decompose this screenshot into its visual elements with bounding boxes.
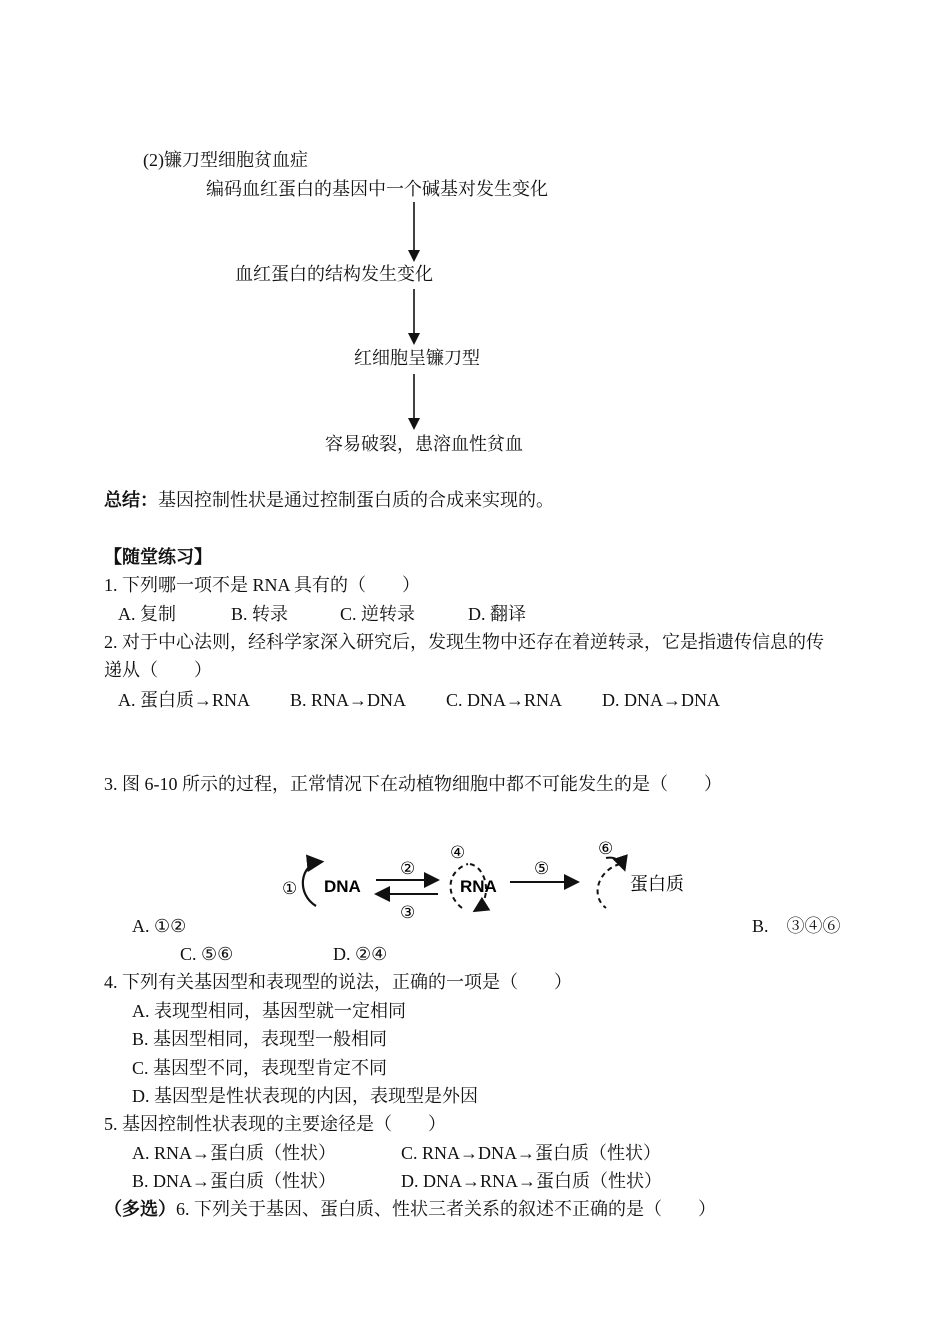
summary-text: 基因控制性状是通过控制蛋白质的合成来实现的。 [158,490,554,510]
q5-option-c: C. RNA→DNA→蛋白质（性状） [401,1143,662,1163]
q1-stem: 1. 下列哪一项不是 RNA 具有的（ ） [104,575,421,595]
flow-arrow-1 [404,200,424,264]
q6-stem: 6. 下列关于基因、蛋白质、性状三者关系的叙述不正确的是（ ） [176,1199,716,1219]
q4-option-a: A. 表现型相同，基因型就一定相同 [132,1001,406,1021]
q3-stem: 3. 图 6-10 所示的过程，正常情况下在动植物细胞中都不可能发生的是（ ） [104,774,722,794]
flow-step-2: 血红蛋白的结构发生变化 [235,264,433,284]
flow-step-4: 容易破裂，患溶血性贫血 [325,434,523,454]
q2-option-a: A. 蛋白质→RNA [118,690,251,710]
q5-option-d: D. DNA→RNA→蛋白质（性状） [401,1171,662,1191]
marker-3: ③ [400,903,416,922]
q5-option-a: A. RNA→蛋白质（性状） [132,1143,337,1163]
marker-6: ⑥ [598,839,614,858]
replication-loop [303,862,320,906]
q1-option-a: A. 复制 [118,604,176,624]
q2-stem-line2: 递从（ ） [104,660,212,680]
q6 [104,1197,716,1221]
q4-option-d: D. 基因型是性状表现的内因，表现型是外因 [132,1086,478,1106]
q3-option-b: B. ③④⑥ [752,916,841,936]
q1-option-b: B. 转录 [231,604,289,624]
q3-option-d: D. ②④ [333,944,388,964]
q2-option-d: D. DNA→DNA [602,690,720,710]
protein-loop-head [606,858,624,868]
q2-option-c: C. DNA→RNA [446,690,563,710]
marker-5: ⑤ [534,859,550,878]
q3-option-c: C. ⑤⑥ [180,944,234,964]
q3-option-a: A. ①② [132,916,187,936]
summary-label: 总结： [104,490,158,510]
q4-option-c: C. 基因型不同，表现型肯定不同 [132,1058,388,1078]
q4-option-b: B. 基因型相同，表现型一般相同 [132,1029,388,1049]
dna-label: DNA [324,877,361,896]
flow-step-1: 编码血红蛋白的基因中一个碱基对发生变化 [206,179,548,199]
flow-arrow-2 [404,287,424,347]
flow-step-3: 红细胞呈镰刀型 [354,348,480,368]
protein-label: 蛋白质 [630,874,684,894]
summary [104,488,554,512]
q2-option-b: B. RNA→DNA [290,690,407,710]
q4-stem: 4. 下列有关基因型和表现型的说法，正确的一项是（ ） [104,972,572,992]
flow-arrow-3 [404,372,424,432]
q2-stem-line1: 2. 对于中心法则，经科学家深入研究后，发现生物中还存在着逆转录，它是指遗传信息的传 [104,632,824,652]
q1-option-d: D. 翻译 [468,604,526,624]
q5-stem: 5. 基因控制性状表现的主要途径是（ ） [104,1114,446,1134]
marker-2: ② [400,859,416,878]
marker-1: ① [282,879,298,898]
central-dogma-diagram [276,834,706,926]
q5-option-b: B. DNA→蛋白质（性状） [132,1171,337,1191]
exercise-title: 【随堂练习】 [104,547,212,567]
rna-label: RNA [460,877,497,896]
q1-option-c: C. 逆转录 [340,604,416,624]
marker-4: ④ [450,843,466,862]
protein-loop [598,864,620,908]
q6-tag: （多选） [104,1199,176,1219]
section-heading: (2)镰刀型细胞贫血症 [143,150,308,170]
